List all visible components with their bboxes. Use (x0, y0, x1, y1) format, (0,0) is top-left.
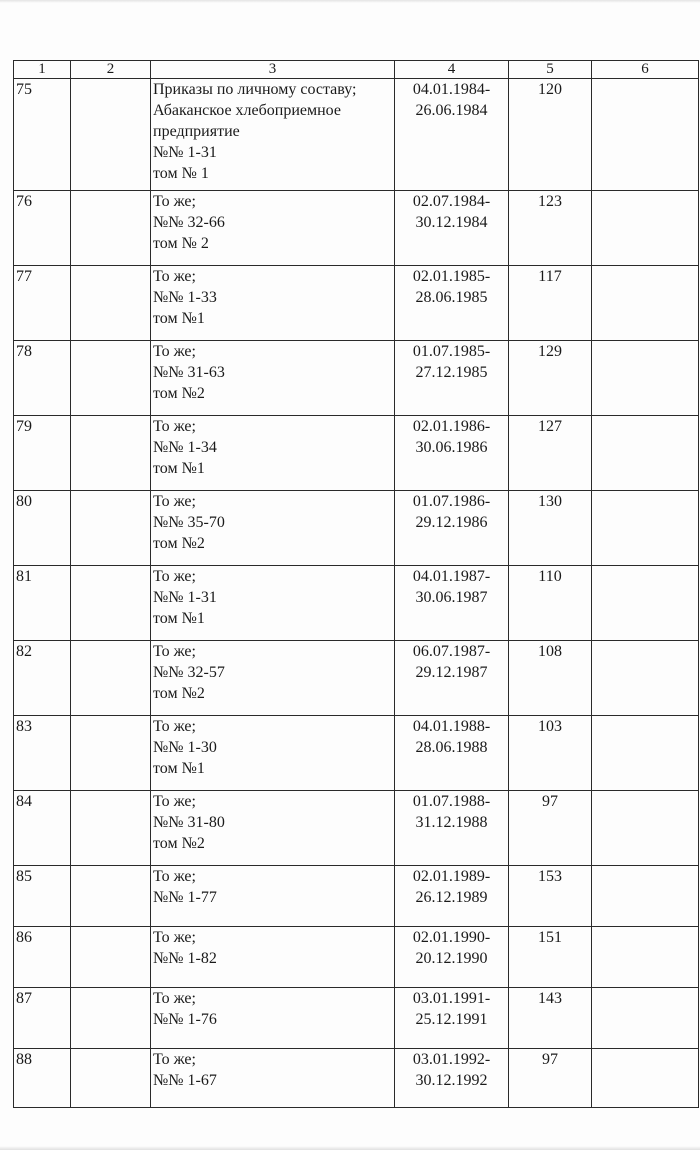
table-row (14, 191, 699, 266)
item-sheet-count: 151 (509, 927, 592, 988)
item-dates (395, 266, 509, 341)
item-dates (395, 566, 509, 641)
empty-cell (71, 641, 151, 716)
title-line: То же; (153, 793, 196, 810)
empty-cell (71, 266, 151, 341)
date-start: 06.07.1987- (412, 643, 491, 660)
date-end: 29.12.1987 (415, 664, 488, 681)
title-line: То же; (153, 1051, 196, 1068)
date-start: 02.01.1986- (412, 418, 491, 435)
item-sheet-count: 127 (509, 416, 592, 491)
item-note (592, 988, 699, 1049)
title-line: том №2 (153, 385, 205, 402)
empty-cell (71, 1049, 151, 1108)
table-row (14, 566, 699, 641)
date-end: 30.12.1992 (415, 1072, 488, 1089)
date-end: 28.06.1988 (415, 739, 488, 756)
item-dates (395, 191, 509, 266)
empty-cell (71, 716, 151, 791)
date-start: 04.01.1988- (412, 718, 491, 735)
item-title (151, 791, 395, 866)
title-line: То же; (153, 568, 196, 585)
date-start: 03.01.1992- (412, 1051, 491, 1068)
item-number: 85 (14, 866, 71, 927)
date-start: 02.07.1984- (412, 193, 491, 210)
table-row (14, 927, 699, 988)
table-row (14, 1049, 699, 1108)
table-row (14, 416, 699, 491)
item-number: 77 (14, 266, 71, 341)
item-note (592, 79, 699, 191)
item-sheet-count: 103 (509, 716, 592, 791)
item-title (151, 988, 395, 1049)
date-start: 03.01.1991- (412, 990, 491, 1007)
table-header-row (14, 61, 699, 79)
item-dates (395, 1049, 509, 1108)
title-line: том №1 (153, 760, 205, 777)
item-sheet-count: 97 (509, 1049, 592, 1108)
date-end: 26.12.1989 (415, 889, 488, 906)
title-line: То же; (153, 418, 196, 435)
title-line: То же; (153, 268, 196, 285)
empty-cell (71, 791, 151, 866)
item-number: 76 (14, 191, 71, 266)
item-title (151, 927, 395, 988)
date-end: 30.06.1986 (415, 439, 488, 456)
title-line: №№ 35-70 (153, 514, 225, 531)
empty-cell (71, 491, 151, 566)
title-line: №№ 1-30 (153, 739, 217, 756)
item-title (151, 266, 395, 341)
item-dates (395, 988, 509, 1049)
item-dates (395, 716, 509, 791)
item-number: 86 (14, 927, 71, 988)
title-line: То же; (153, 493, 196, 510)
item-title (151, 491, 395, 566)
item-dates (395, 79, 509, 191)
header-cell: 6 (592, 61, 699, 79)
empty-cell (71, 79, 151, 191)
item-number: 79 (14, 416, 71, 491)
item-note (592, 266, 699, 341)
title-line: предприятие (153, 123, 240, 140)
date-end: 20.12.1990 (415, 950, 488, 967)
item-dates (395, 866, 509, 927)
header-cell: 4 (395, 61, 509, 79)
title-line: То же; (153, 643, 196, 660)
empty-cell (71, 988, 151, 1049)
item-dates (395, 341, 509, 416)
date-end: 28.06.1985 (415, 289, 488, 306)
title-line: №№ 1-31 (153, 144, 217, 161)
item-note (592, 491, 699, 566)
item-number: 80 (14, 491, 71, 566)
item-dates (395, 927, 509, 988)
item-note (592, 866, 699, 927)
item-number: 88 (14, 1049, 71, 1108)
title-line: том № 1 (153, 165, 209, 182)
header-cell: 3 (151, 61, 395, 79)
date-end: 25.12.1991 (415, 1011, 488, 1028)
item-sheet-count: 153 (509, 866, 592, 927)
item-sheet-count: 130 (509, 491, 592, 566)
date-end: 29.12.1986 (415, 514, 488, 531)
item-title (151, 79, 395, 191)
item-sheet-count: 129 (509, 341, 592, 416)
item-title (151, 416, 395, 491)
empty-cell (71, 927, 151, 988)
title-line: том №1 (153, 460, 205, 477)
title-line: №№ 1-76 (153, 1011, 217, 1028)
date-start: 02.01.1990- (412, 929, 491, 946)
table-row (14, 866, 699, 927)
item-dates (395, 416, 509, 491)
table-row (14, 341, 699, 416)
header-cell: 5 (509, 61, 592, 79)
empty-cell (71, 416, 151, 491)
item-number: 81 (14, 566, 71, 641)
date-end: 30.12.1984 (415, 214, 488, 231)
title-line: №№ 1-31 (153, 589, 217, 606)
item-dates (395, 641, 509, 716)
header-cell: 2 (71, 61, 151, 79)
item-dates (395, 791, 509, 866)
title-line: №№ 1-34 (153, 439, 217, 456)
date-start: 04.01.1984- (412, 81, 491, 98)
table-row (14, 988, 699, 1049)
table-row (14, 716, 699, 791)
date-start: 02.01.1985- (412, 268, 491, 285)
item-title (151, 641, 395, 716)
title-line: том №1 (153, 610, 205, 627)
title-line: То же; (153, 929, 196, 946)
item-number: 78 (14, 341, 71, 416)
item-sheet-count: 120 (509, 79, 592, 191)
item-title (151, 866, 395, 927)
title-line: То же; (153, 718, 196, 735)
item-note (592, 416, 699, 491)
item-note (592, 716, 699, 791)
item-dates (395, 491, 509, 566)
item-number: 83 (14, 716, 71, 791)
table-row (14, 266, 699, 341)
title-line: №№ 1-77 (153, 889, 217, 906)
item-note (592, 1049, 699, 1108)
date-start: 01.07.1986- (412, 493, 491, 510)
title-line: №№ 31-63 (153, 364, 225, 381)
item-title (151, 191, 395, 266)
date-end: 27.12.1985 (415, 364, 488, 381)
title-line: То же; (153, 990, 196, 1007)
item-title (151, 566, 395, 641)
table-row (14, 641, 699, 716)
item-title (151, 716, 395, 791)
title-line: Приказы по личному составу; (153, 81, 357, 98)
title-line: том №2 (153, 685, 205, 702)
item-sheet-count: 117 (509, 266, 592, 341)
table-row (14, 791, 699, 866)
title-line: №№ 32-57 (153, 664, 225, 681)
date-end: 30.06.1987 (415, 589, 488, 606)
header-cell: 1 (14, 61, 71, 79)
item-number: 87 (14, 988, 71, 1049)
title-line: То же; (153, 343, 196, 360)
table-row (14, 79, 699, 191)
title-line: То же; (153, 868, 196, 885)
item-note (592, 341, 699, 416)
title-line: №№ 32-66 (153, 214, 225, 231)
empty-cell (71, 866, 151, 927)
item-note (592, 927, 699, 988)
title-line: №№ 1-33 (153, 289, 217, 306)
item-note (592, 191, 699, 266)
title-line: том №2 (153, 835, 205, 852)
empty-cell (71, 341, 151, 416)
date-end: 31.12.1988 (415, 814, 488, 831)
item-sheet-count: 110 (509, 566, 592, 641)
item-sheet-count: 123 (509, 191, 592, 266)
table-row (14, 491, 699, 566)
date-start: 04.01.1987- (412, 568, 491, 585)
empty-cell (71, 566, 151, 641)
item-note (592, 791, 699, 866)
item-number: 84 (14, 791, 71, 866)
title-line: том №1 (153, 310, 205, 327)
title-line: том № 2 (153, 235, 209, 252)
item-title (151, 341, 395, 416)
title-line: №№ 1-67 (153, 1072, 217, 1089)
title-line: №№ 1-82 (153, 950, 217, 967)
item-sheet-count: 97 (509, 791, 592, 866)
date-start: 01.07.1985- (412, 343, 491, 360)
title-line: №№ 31-80 (153, 814, 225, 831)
item-sheet-count: 143 (509, 988, 592, 1049)
item-title (151, 1049, 395, 1108)
title-line: том №2 (153, 535, 205, 552)
title-line: То же; (153, 193, 196, 210)
scan-edge-bottom (0, 1146, 700, 1150)
item-number: 75 (14, 79, 71, 191)
date-start: 02.01.1989- (412, 868, 491, 885)
date-end: 26.06.1984 (415, 102, 488, 119)
empty-cell (71, 191, 151, 266)
scan-edge-top (0, 0, 700, 3)
item-note (592, 641, 699, 716)
item-note (592, 566, 699, 641)
item-number: 82 (14, 641, 71, 716)
item-sheet-count: 108 (509, 641, 592, 716)
title-line: Абаканское хлебоприемное (153, 102, 341, 119)
date-start: 01.07.1988- (412, 793, 491, 810)
inventory-table (13, 60, 699, 1108)
